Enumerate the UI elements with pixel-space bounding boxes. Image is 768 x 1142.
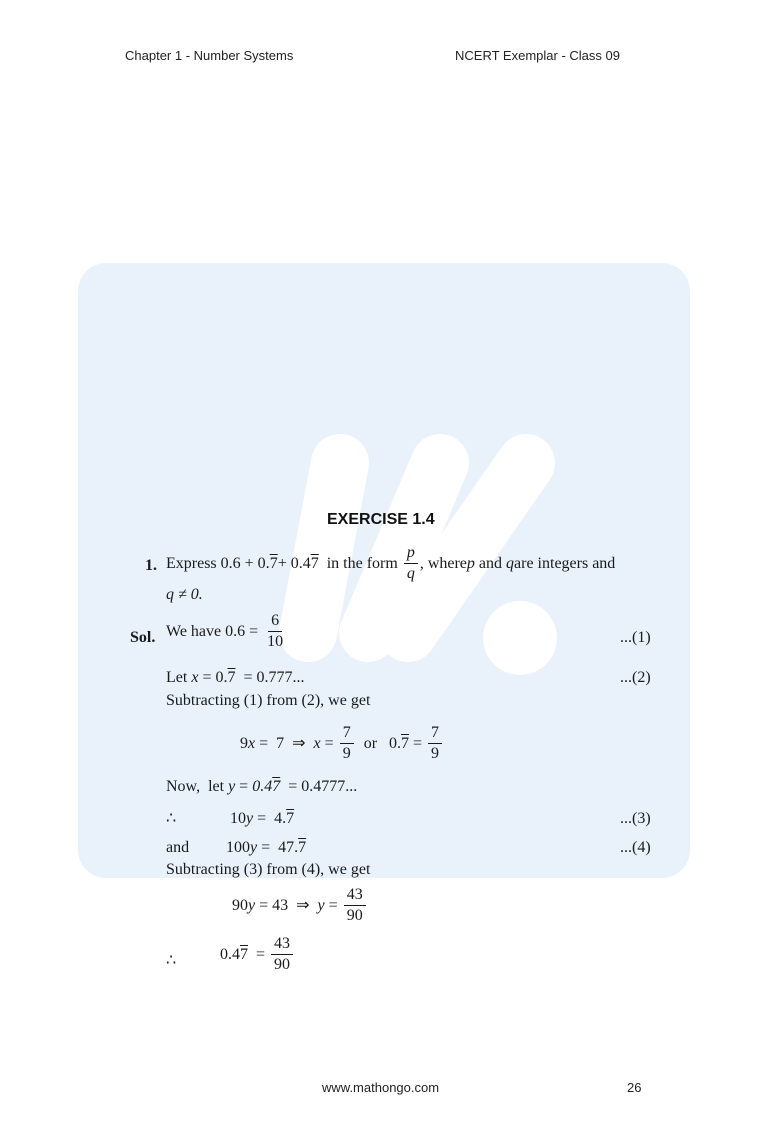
solution-line-5 xyxy=(166,777,357,797)
var: p xyxy=(466,554,475,572)
sol-text: Now, let xyxy=(166,778,229,795)
sol-text: = xyxy=(235,778,253,795)
fraction-denominator: 9 xyxy=(431,745,440,762)
fraction-p-over-q xyxy=(404,544,418,583)
fraction-numerator: 6 xyxy=(268,612,282,632)
fraction-denominator: 90 xyxy=(346,907,363,924)
fraction-denominator: 90 xyxy=(274,956,291,973)
q-text: and xyxy=(474,554,507,572)
footer-website: www.mathongo.com xyxy=(322,1080,440,1095)
sol-text: = 0.4777... xyxy=(280,778,358,795)
q-text: in the form xyxy=(318,554,402,572)
exercise-title: EXERCISE 1.4 xyxy=(327,511,435,528)
var: x xyxy=(248,734,256,752)
fraction-denominator: 9 xyxy=(342,745,351,762)
fraction-numerator: 7 xyxy=(340,724,354,744)
fraction-numerator: 7 xyxy=(428,724,442,744)
sol-text: = 0.777... xyxy=(235,669,305,686)
and-word: and xyxy=(166,839,190,856)
var: y xyxy=(228,778,236,795)
sol-text: = xyxy=(409,734,427,752)
q-text: Express 0.6 + 0. xyxy=(166,554,270,572)
var: x xyxy=(313,734,321,752)
fraction-numerator: 43 xyxy=(344,886,366,906)
fraction xyxy=(428,724,442,763)
fraction-denominator: q xyxy=(406,565,415,582)
var: y xyxy=(246,810,254,827)
q-text: are integers and xyxy=(514,554,616,572)
sol-text: Let xyxy=(166,669,192,686)
fraction xyxy=(340,724,354,763)
fraction-numerator: 43 xyxy=(271,935,293,955)
solution-line-4 xyxy=(240,724,444,763)
header-chapter: Chapter 1 - Number Systems xyxy=(125,48,294,63)
question-line-2: q ≠ 0. xyxy=(166,586,203,603)
sol-text: = 43 ⇒ xyxy=(255,896,318,914)
solution-line-3: Subtracting (1) from (2), we get xyxy=(166,692,371,709)
var: y xyxy=(317,896,325,914)
q-text: + 0.4 xyxy=(277,554,311,572)
solution-line-8: Subtracting (3) from (4), we get xyxy=(166,861,371,878)
header-book: NCERT Exemplar - Class 09 xyxy=(455,48,620,63)
fraction-numerator: p xyxy=(404,544,418,564)
repeating-digit: 7 xyxy=(240,945,248,963)
solution-line-10 xyxy=(220,935,295,974)
sol-text: 10 xyxy=(230,810,246,827)
equation-tag-2: ...(2) xyxy=(620,669,651,686)
therefore-symbol-2: ∴ xyxy=(166,952,177,969)
sol-text: = xyxy=(320,734,338,752)
var: y xyxy=(248,896,256,914)
solution-line-2 xyxy=(166,668,305,688)
sol-text: 90 xyxy=(232,896,248,914)
sol-text: or 0. xyxy=(355,734,402,752)
sol-text: 9 xyxy=(240,734,248,752)
fraction-denominator: 10 xyxy=(267,633,284,650)
solution-line-7 xyxy=(226,838,306,858)
equation-tag-4: ...(4) xyxy=(620,839,651,856)
sol-text: 0.4 xyxy=(220,945,240,963)
q-text: , where xyxy=(419,554,467,572)
sol-text: We have 0.6 = xyxy=(166,622,263,640)
question-number: 1. xyxy=(145,557,157,574)
sol-text: = 4. xyxy=(253,810,287,827)
solution-label: Sol. xyxy=(130,629,156,646)
repeating-digit: 7 xyxy=(272,778,281,795)
repeating-digit: 7 xyxy=(298,839,307,856)
page-number: 26 xyxy=(627,1080,642,1095)
question-line-1 xyxy=(166,544,615,583)
sol-text: = 47. xyxy=(257,839,299,856)
var: x xyxy=(191,669,199,686)
sol-text: = xyxy=(248,945,270,963)
sol-text: = 7 ⇒ xyxy=(255,734,314,752)
solution-line-6 xyxy=(230,809,294,829)
fraction xyxy=(344,886,366,925)
sol-value: 0.4 xyxy=(252,778,273,795)
repeating-digit: 7 xyxy=(286,810,295,827)
fraction xyxy=(271,935,293,974)
repeating-digit: 7 xyxy=(269,554,278,572)
var: y xyxy=(250,839,258,856)
sol-text: = 0. xyxy=(198,669,228,686)
repeating-digit: 7 xyxy=(310,554,319,572)
sol-text: = xyxy=(324,896,342,914)
repeating-digit: 7 xyxy=(227,669,236,686)
repeating-digit: 7 xyxy=(401,734,410,752)
solution-line-1 xyxy=(166,612,288,651)
sol-text: 100 xyxy=(226,839,250,856)
solution-line-9 xyxy=(232,886,368,925)
fraction xyxy=(264,612,286,651)
therefore-symbol: ∴ xyxy=(166,810,177,827)
equation-tag-1: ...(1) xyxy=(620,629,651,646)
equation-tag-3: ...(3) xyxy=(620,810,651,827)
var: q xyxy=(506,554,515,572)
